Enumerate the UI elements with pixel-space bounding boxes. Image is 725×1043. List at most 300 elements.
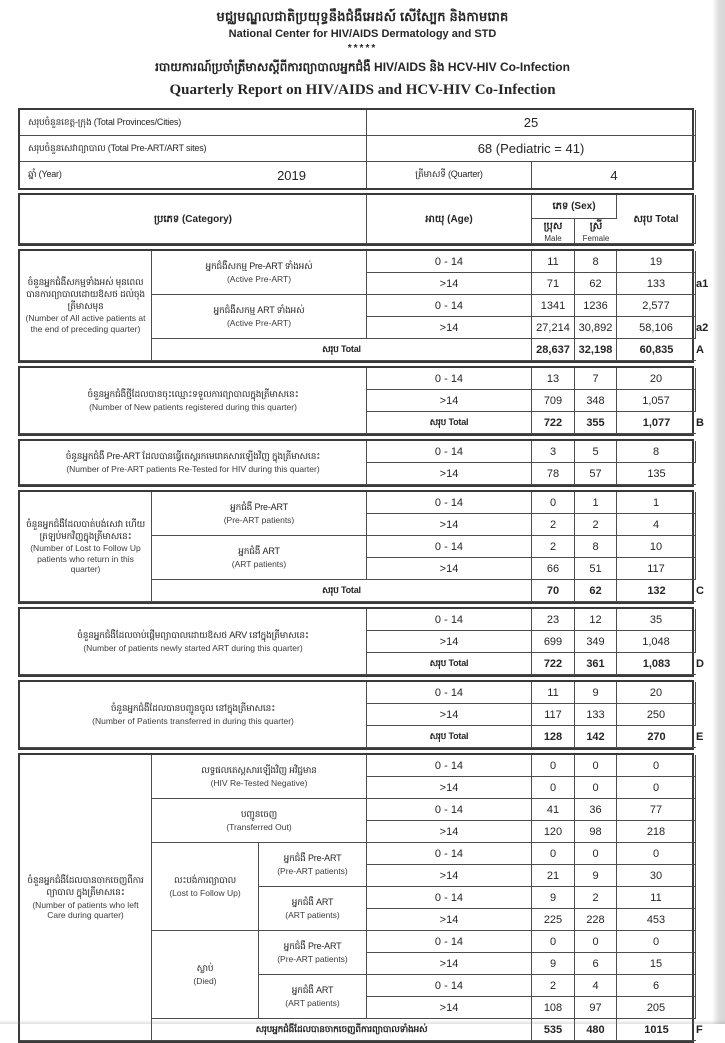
- total-value-cell: [617, 865, 696, 887]
- value-text: 11: [650, 891, 662, 904]
- row-label-khmer: ចំនួនអ្នកជំងឺដែលបាត់បង់សេវា ហើយត្រឡប់មកវិញក្នុងត្រីមាសនេះ: [26, 519, 145, 541]
- total-value-cell: [617, 558, 696, 580]
- total-value-cell: [617, 704, 696, 726]
- male-value-cell: [532, 441, 575, 463]
- age-text: >14: [439, 394, 459, 407]
- age-cell: [367, 441, 532, 463]
- total-value-cell: [617, 755, 696, 777]
- table-block: [18, 680, 704, 750]
- value-text: 27,214: [536, 321, 570, 334]
- male-header-khmer: ប្រុស: [543, 221, 563, 232]
- row-label-khmer: ចំនួនអ្នកជំងឺដែលបានបញ្ជូនចូល នៅក្នុងត្រីមាសនេះ: [110, 703, 276, 714]
- value-text: 62: [589, 277, 602, 290]
- row-label-khmer: អ្នកជំងឺ Pre-ART: [230, 502, 288, 513]
- age-cell: [367, 251, 532, 273]
- total-value-cell: [617, 273, 696, 295]
- value-text: 7: [592, 372, 599, 385]
- total-value-cell: [617, 931, 696, 953]
- value-text: 0: [592, 781, 599, 794]
- scan-edge-bottom-artifact: [0, 1020, 725, 1024]
- value-text: 225: [543, 913, 563, 926]
- age-cell: [367, 682, 532, 704]
- row-label-khmer: ចំនួនអ្នកជំងឺដែលចាប់ផ្តើមព្យាបាលដោយឱសថ ARV នៅក្នុងត្រីមាសនេះ: [77, 630, 309, 641]
- row-label-khmer: អ្នកជំងឺ ART: [291, 985, 334, 996]
- female-value-cell: [575, 251, 617, 273]
- row-label-english: (Number of Pre-ART patients Re-Tested for HIV during this quarter): [66, 463, 320, 474]
- value-text: 120: [543, 825, 563, 838]
- male-column-header: [532, 219, 575, 244]
- row-label-khmer: ចំនួនអ្នកជំងឺសកម្មទាំងអស់ មុនពេលបានការព្យាបាលដោយឱសថ ដល់ចុងត្រីមាសមុន: [26, 277, 145, 311]
- value-text: 699: [543, 635, 563, 648]
- age-cell: [367, 865, 532, 887]
- value-text: 218: [646, 825, 666, 838]
- female-value-cell: [575, 295, 617, 317]
- age-cell: [367, 390, 532, 412]
- label-cell: [20, 682, 367, 748]
- value-text: 709: [543, 394, 563, 407]
- value-text: 0: [652, 935, 660, 948]
- value-text: 2,577: [642, 299, 670, 312]
- age-text: >14: [439, 277, 459, 290]
- year-value: 2019: [277, 167, 306, 183]
- female-value-cell: [575, 777, 617, 799]
- row-label-khmer: អ្នកជំងឺ Pre-ART: [283, 853, 342, 864]
- value-text: 348: [586, 394, 605, 407]
- label-cell: [20, 368, 367, 434]
- age-cell: [367, 492, 532, 514]
- male-value-cell: [532, 463, 575, 485]
- value-text: 135: [647, 467, 666, 480]
- value-text: 2: [549, 518, 557, 531]
- label-cell: [152, 536, 367, 580]
- age-cell: [367, 609, 532, 631]
- value-text: 0: [592, 847, 599, 860]
- total-value-cell: [617, 799, 696, 821]
- total-row-label: សរុប Total: [429, 657, 469, 668]
- value-text: 15: [649, 957, 663, 970]
- value-text: 12: [589, 613, 602, 626]
- age-text: 0 - 14: [434, 540, 464, 553]
- age-text: 0 - 14: [434, 686, 464, 699]
- female-value-cell: [575, 843, 617, 865]
- male-value-cell: [532, 317, 575, 339]
- value-text: 535: [543, 1023, 563, 1036]
- total-value-cell: [617, 412, 696, 434]
- age-cell: [367, 536, 532, 558]
- value-text: 1: [652, 496, 660, 509]
- row-label-english: (Active Pre-ART): [226, 317, 292, 328]
- age-text: 0 - 14: [434, 613, 464, 626]
- age-cell: [367, 931, 532, 953]
- male-value-cell: [532, 412, 575, 434]
- value-text: 142: [586, 730, 605, 743]
- table-block: [18, 490, 704, 604]
- value-text: 51: [589, 562, 602, 575]
- value-text: 8: [592, 540, 599, 553]
- male-value-cell: [532, 536, 575, 558]
- total-value-cell: [617, 390, 696, 412]
- age-text: 0 - 14: [434, 299, 464, 312]
- value-text: 250: [646, 708, 666, 721]
- report-title-khmer: របាយការណ៍ប្រចាំត្រីមាសស្តីពីការព្យាបាលអ្នកជំងឺ HIV/AIDS និង HCV-HIV Co-Infection: [155, 59, 570, 74]
- total-value-cell: [617, 514, 696, 536]
- total-label-cell: [152, 339, 532, 361]
- value-text: 60,835: [639, 343, 674, 356]
- male-value-cell: [532, 997, 575, 1019]
- label-cell: [20, 492, 152, 602]
- table-block: [18, 753, 703, 1043]
- value-text: 23: [546, 613, 560, 626]
- row-letter: C: [696, 585, 704, 597]
- sex-column-header: [532, 195, 617, 219]
- row-letter: a2: [696, 322, 709, 334]
- row-label-khmer: អ្នកជំងឺ ART: [238, 546, 280, 557]
- value-text: 8: [592, 255, 599, 268]
- column-header-row: [18, 193, 694, 246]
- male-value-cell: [532, 909, 575, 931]
- male-value-cell: [532, 514, 575, 536]
- age-text: >14: [439, 635, 459, 648]
- male-value-cell: [532, 777, 575, 799]
- age-header-text: អាយុ (Age): [425, 213, 473, 225]
- value-text: 0: [652, 847, 660, 860]
- label-cell: [152, 931, 259, 1019]
- row-label-khmer: ចំនួនអ្នកជំងឺដែលបានចាកចេញពីការព្យាបាល ក្នុងត្រីមាសនេះ: [27, 875, 144, 897]
- total-value-cell: [617, 339, 696, 361]
- male-value-cell: [532, 887, 575, 909]
- row-label-english: (ART patients): [231, 558, 287, 569]
- value-text: 36: [589, 803, 602, 816]
- row-label-english: (Pre-ART patients): [277, 865, 348, 876]
- value-text: 117: [544, 708, 562, 721]
- age-cell: [367, 997, 532, 1019]
- age-text: 0 - 14: [434, 935, 464, 948]
- row-letter: B: [696, 417, 704, 429]
- value-text: 2: [592, 518, 599, 531]
- male-value-cell: [532, 653, 575, 675]
- value-text: 3: [549, 445, 557, 458]
- value-text: 66: [546, 562, 560, 575]
- table-block: [18, 439, 694, 487]
- male-value-cell: [532, 251, 575, 273]
- age-text: >14: [439, 825, 459, 838]
- value-text: 62: [589, 584, 602, 597]
- male-value-cell: [532, 273, 575, 295]
- row-label-khmer: អ្នកជំងឺ Pre-ART: [283, 941, 342, 952]
- total-value-cell: [617, 843, 696, 865]
- total-value-cell: [617, 317, 696, 339]
- female-value-cell: [575, 368, 617, 390]
- total-value-cell: [617, 975, 696, 997]
- value-text: 117: [647, 562, 665, 575]
- table-block: [18, 607, 704, 677]
- male-value-cell: [532, 726, 575, 748]
- total-label-cell: [152, 580, 532, 602]
- document-header: [0, 0, 725, 99]
- scan-edge-artifact: [712, 0, 725, 1024]
- row-label-khmer: លះបង់ការព្យាបាល: [173, 875, 237, 886]
- value-text: 4: [652, 518, 660, 531]
- male-value-cell: [532, 682, 575, 704]
- age-cell: [367, 777, 532, 799]
- row-label-english: (HIV Re-Tested Negative): [210, 777, 308, 788]
- value-text: 0: [549, 781, 557, 794]
- age-text: >14: [439, 518, 459, 531]
- row-label-english: (Number of New patients registered during this quarter): [89, 401, 297, 412]
- row-label-english: (Number of All active patients at the end of preceding quarter): [25, 313, 146, 334]
- age-cell: [367, 273, 532, 295]
- value-text: 228: [586, 913, 605, 926]
- total-value-cell: [617, 653, 696, 675]
- age-cell: [367, 821, 532, 843]
- total-row-label: សរុប Total: [322, 343, 361, 354]
- row-label-khmer: បញ្ជូនចេញ: [240, 809, 278, 820]
- row-label-english: (Pre-ART patients): [277, 953, 348, 964]
- row-letter: E: [696, 731, 704, 743]
- value-text: 270: [647, 730, 666, 743]
- total-value-cell: [617, 580, 696, 602]
- value-text: 8: [652, 445, 660, 458]
- age-cell: [367, 909, 532, 931]
- row-letter: F: [696, 1024, 703, 1036]
- value-text: 5: [592, 445, 599, 458]
- total-value-cell: [617, 821, 696, 843]
- value-text: 355: [586, 416, 605, 429]
- value-text: 28,637: [536, 343, 570, 356]
- org-title-english: National Center for HIV/AIDS Dermatology and STD: [228, 28, 497, 41]
- value-text: 453: [646, 913, 666, 926]
- label-cell: [20, 441, 367, 485]
- male-value-cell: [532, 953, 575, 975]
- label-cell: [152, 251, 367, 295]
- value-text: 1,083: [642, 657, 671, 670]
- male-value-cell: [532, 843, 575, 865]
- row-label-english: (Pre-ART patients): [223, 514, 295, 525]
- male-value-cell: [532, 492, 575, 514]
- female-value-cell: [575, 631, 617, 653]
- value-text: 30: [649, 869, 663, 882]
- org-title-khmer: មជ្ឈមណ្ឌលជាតិប្រយុទ្ធនឹងជំងឺអេដស៍ សើស្បែក និងកាមរោគ: [216, 9, 509, 24]
- total-value-cell: [617, 492, 696, 514]
- year-cell: [20, 162, 367, 188]
- age-cell: [367, 953, 532, 975]
- row-label-english: (Number of Lost to Follow Up patients who return in this quarter): [30, 543, 141, 574]
- stars-separator: *****: [347, 43, 378, 54]
- year-label: ឆ្នាំ (Year): [28, 169, 62, 180]
- age-text: 0 - 14: [434, 255, 464, 268]
- value-text: 2: [549, 540, 557, 553]
- label-cell: [259, 975, 367, 1019]
- female-value-cell: [575, 726, 617, 748]
- row-label-khmer: អ្នកជំងឺ ART: [291, 897, 334, 908]
- female-value-cell: [575, 975, 617, 997]
- value-text: 0: [652, 759, 660, 772]
- label-cell: [20, 609, 367, 675]
- value-text: 58,106: [639, 321, 673, 334]
- age-text: >14: [439, 321, 459, 334]
- report-tables: [18, 108, 709, 1043]
- value-text: 1,048: [642, 635, 670, 648]
- label-cell: [259, 931, 367, 975]
- value-text: 11: [547, 686, 559, 699]
- age-text: >14: [439, 781, 459, 794]
- row-label-khmer: អ្នកជំងឺសកម្ម ART ទាំងអស់: [213, 305, 305, 316]
- value-text: 41: [546, 803, 560, 816]
- age-text: >14: [439, 562, 459, 575]
- age-cell: [367, 514, 532, 536]
- age-text: >14: [439, 1001, 459, 1014]
- row-letter: a1: [696, 278, 709, 290]
- value-text: 722: [543, 657, 563, 670]
- row-label-khmer: ចំនួនអ្នកជំងឺថ្មីដែលបានចុះឈ្មោះទទួលការព្យាបាលក្នុងត្រីមាសនេះ: [87, 389, 299, 400]
- female-value-cell: [575, 441, 617, 463]
- female-value-cell: [575, 492, 617, 514]
- row-label-english: (ART patients): [285, 909, 340, 920]
- sites-label-text: សរុបចំនួនសេវាព្យាបាល (Total Pre-ART/ART sites): [28, 142, 207, 153]
- value-text: 349: [586, 635, 605, 648]
- category-column-header: [20, 195, 367, 244]
- male-value-cell: [532, 704, 575, 726]
- value-text: 30,892: [578, 321, 613, 334]
- value-text: 132: [647, 584, 666, 597]
- provinces-label-text: សរុបចំនួនខេត្ត-ក្រុង (Total Provinces/Cities): [28, 116, 181, 127]
- total-value-cell: [617, 887, 696, 909]
- label-cell: [20, 755, 152, 1041]
- age-cell: [367, 755, 532, 777]
- age-cell: [367, 843, 532, 865]
- female-header-khmer: ស្រី: [589, 221, 603, 232]
- value-text: 0: [549, 935, 557, 948]
- value-text: 57: [589, 467, 602, 480]
- female-value-cell: [575, 682, 617, 704]
- value-text: 722: [543, 416, 563, 429]
- age-text: 0 - 14: [434, 445, 464, 458]
- value-text: 0: [592, 935, 599, 948]
- label-cell: [152, 492, 367, 536]
- value-text: 98: [589, 825, 602, 838]
- value-text: 1015: [644, 1023, 669, 1036]
- value-text: 205: [646, 1001, 666, 1014]
- female-column-header: [575, 219, 617, 244]
- age-text: >14: [439, 869, 459, 882]
- quarter-label: ត្រីមាសទី (Quarter): [415, 169, 483, 180]
- row-label-khmer: ស្លាប់: [196, 963, 214, 974]
- sex-header-text: ភេទ (Sex): [552, 201, 596, 212]
- male-value-cell: [532, 821, 575, 843]
- total-value-cell: [617, 295, 696, 317]
- male-value-cell: [532, 580, 575, 602]
- female-value-cell: [575, 821, 617, 843]
- row-label-english: (Died): [193, 975, 217, 986]
- age-cell: [367, 368, 532, 390]
- table-block-grid: [18, 490, 694, 604]
- female-value-cell: [575, 558, 617, 580]
- quarter-value: 4: [610, 167, 618, 183]
- age-cell: [367, 631, 532, 653]
- total-value-cell: [617, 997, 696, 1019]
- info-table: [18, 108, 694, 190]
- row-label-english: (Number of patients who left Care during quarter): [32, 899, 139, 920]
- age-cell: [367, 463, 532, 485]
- age-cell: [367, 295, 532, 317]
- sites-value: 68 (Pediatric = 41): [367, 136, 696, 162]
- value-text: 133: [586, 708, 605, 721]
- row-label-english: (ART patients): [285, 997, 340, 1008]
- value-text: 9: [592, 869, 599, 882]
- female-value-cell: [575, 390, 617, 412]
- male-value-cell: [532, 931, 575, 953]
- row-label-english: (Lost to Follow Up): [169, 887, 241, 898]
- sites-label: [20, 136, 367, 162]
- value-text: 97: [589, 1001, 602, 1014]
- table-block-grid: [18, 607, 694, 677]
- label-cell: [152, 843, 259, 931]
- total-value-cell: [617, 953, 696, 975]
- total-value-cell: [617, 682, 696, 704]
- female-value-cell: [575, 865, 617, 887]
- total-row-label: សរុប Total: [429, 730, 469, 741]
- table-block: [18, 366, 704, 436]
- table-block-grid: [18, 753, 694, 1043]
- female-value-cell: [575, 931, 617, 953]
- total-value-cell: [617, 609, 696, 631]
- total-value-cell: [617, 251, 696, 273]
- age-text: 0 - 14: [434, 891, 464, 904]
- row-label-khmer: អ្នកជំងឺសកម្ម Pre-ART ទាំងអស់: [205, 261, 313, 272]
- total-label-cell: [367, 412, 532, 434]
- label-cell: [259, 887, 367, 931]
- total-value-cell: [617, 909, 696, 931]
- total-value-cell: [617, 726, 696, 748]
- age-text: >14: [439, 467, 459, 480]
- age-text: 0 - 14: [434, 847, 464, 860]
- age-text: 0 - 14: [434, 803, 464, 816]
- value-text: 6: [592, 957, 599, 970]
- female-value-cell: [575, 909, 617, 931]
- male-value-cell: [532, 799, 575, 821]
- value-text: 1: [592, 496, 599, 509]
- total-row-label: សរុបអ្នកជំងឺដែលបានចាកចេញពីការព្យាបាលទាំងអស់: [255, 1023, 428, 1034]
- female-value-cell: [575, 317, 617, 339]
- female-value-cell: [575, 339, 617, 361]
- value-text: 77: [649, 803, 663, 816]
- age-text: 0 - 14: [434, 759, 464, 772]
- female-value-cell: [575, 653, 617, 675]
- male-value-cell: [532, 368, 575, 390]
- total-column-header: [617, 195, 696, 244]
- data-blocks: [18, 249, 709, 1043]
- table-block-grid: [18, 439, 694, 487]
- value-text: 0: [652, 781, 660, 794]
- value-text: 9: [592, 686, 599, 699]
- value-text: 9: [549, 891, 557, 904]
- row-letter: A: [696, 344, 704, 356]
- value-text: 480: [586, 1023, 605, 1036]
- table-block-grid: [18, 680, 694, 750]
- female-header-english: Female: [582, 234, 610, 243]
- label-cell: [259, 843, 367, 887]
- male-value-cell: [532, 865, 575, 887]
- age-text: >14: [439, 708, 459, 721]
- value-text: 2: [549, 979, 557, 992]
- female-value-cell: [575, 273, 617, 295]
- total-value-cell: [617, 441, 696, 463]
- table-block-grid: [18, 249, 694, 363]
- value-text: 128: [543, 730, 563, 743]
- value-text: 78: [546, 467, 560, 480]
- male-value-cell: [532, 339, 575, 361]
- value-text: 20: [649, 686, 663, 699]
